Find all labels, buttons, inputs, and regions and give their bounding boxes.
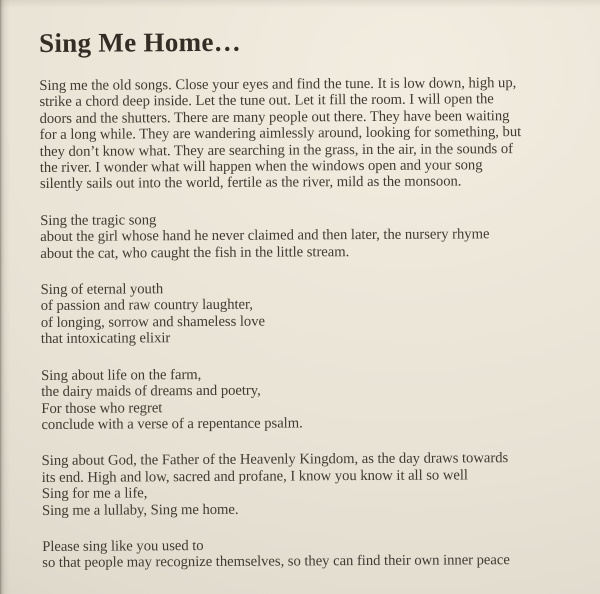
poem-line: doors and the shutters. There are many people out there. They have been waiting <box>39 107 510 127</box>
poem-stanza <box>42 450 585 519</box>
poem-line: strike a chord deep inside. Let the tune out. Let it fill the room. I will open the <box>39 91 494 111</box>
poem-line: its end. High and low, sacred and profane, I know you know it all so well <box>41 467 468 486</box>
poem-body <box>39 75 585 572</box>
poem-line: Sing me a lullaby, Sing me home. <box>41 501 239 519</box>
poem-line: of longing, sorrow and shameless love <box>40 313 265 331</box>
poem-stanza <box>39 75 583 193</box>
poem-stanza <box>41 279 584 348</box>
poem-line: Please sing like you used to <box>42 537 204 555</box>
poem-line: about the cat, who caught the fish in the little stream. <box>40 243 350 262</box>
poem-title: Sing Me Home… <box>39 26 242 58</box>
poem-stanza <box>41 364 584 433</box>
poem-line: so that people may recognize themselves, so they can find their own inner peace <box>42 552 510 572</box>
poem-line: about the girl whose hand he never claimed and then later, the nursery rhyme <box>40 226 490 246</box>
poem-line: Sing of eternal youth <box>40 281 164 299</box>
poem-line: the dairy maids of dreams and poetry, <box>41 382 261 401</box>
poem-stanza <box>42 536 585 572</box>
poem-line: Sing the tragic song <box>40 212 157 229</box>
poem-line: Sing me the old songs. Close your eyes and find the tune. It is low down, high up, <box>39 75 517 94</box>
poem-line: For those who regret <box>41 399 163 417</box>
poem-line: Sing for me a life, <box>41 485 148 503</box>
poem-line: for a long while. They are wandering aimlessly around, looking for something, but <box>39 124 522 144</box>
poem-line: of passion and raw country laughter, <box>40 297 253 315</box>
poem-line: Sing about God, the Father of the Heavenly Kingdom, as the day draws towards <box>41 450 509 470</box>
poem-line: they don’t know what. They are searching in the grass, in the air, in the sounds of <box>39 140 513 160</box>
poem-line: Sing about life on the farm, <box>41 366 202 384</box>
poem-stanza <box>40 210 583 263</box>
poem-line: that intoxicating elixir <box>40 330 171 348</box>
poem-line: the river. I wonder what will happen when the windows open and your song <box>39 157 483 177</box>
page-content <box>39 24 585 592</box>
poem-line: silently sails out into the world, fertile as the river, mild as the monsoon. <box>39 173 462 193</box>
poem-line: conclude with a verse of a repentance psalm. <box>41 415 303 433</box>
